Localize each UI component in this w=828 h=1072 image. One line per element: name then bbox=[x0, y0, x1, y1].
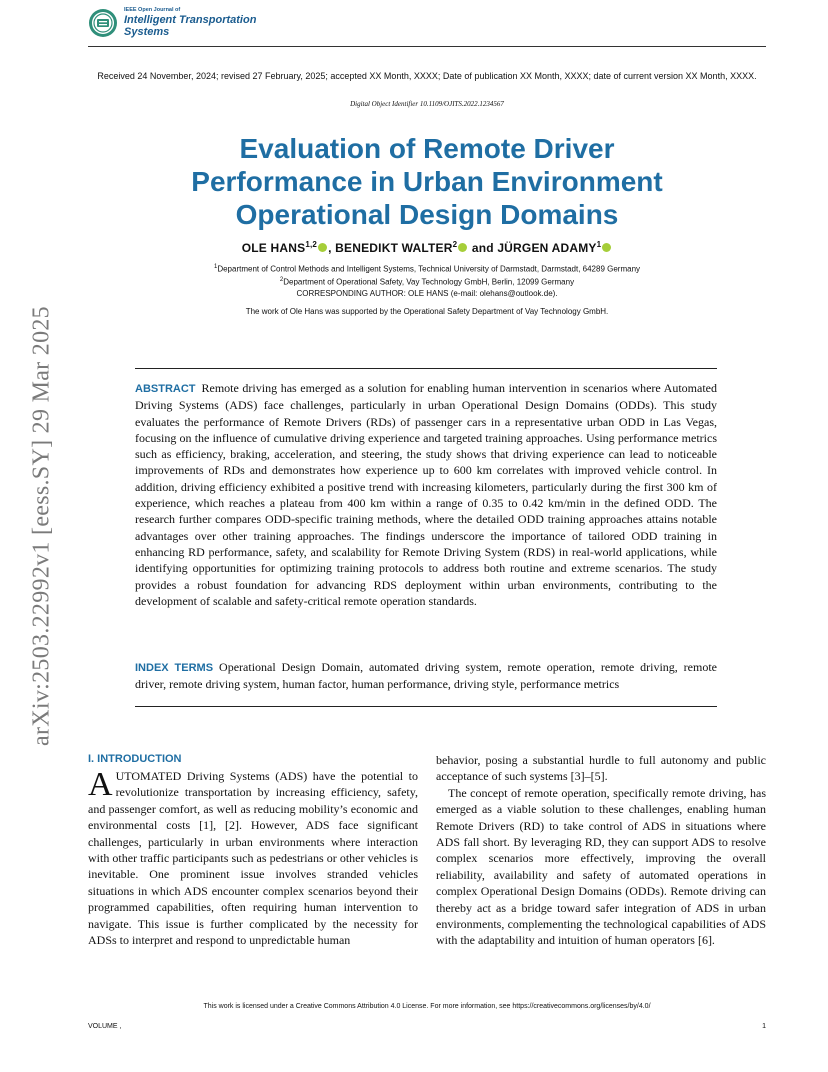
author-name-2: BENEDIKT WALTER bbox=[335, 241, 453, 255]
journal-publisher-line: IEEE Open Journal of bbox=[124, 7, 181, 14]
body-column-left bbox=[88, 752, 418, 948]
author-separator: , bbox=[328, 241, 332, 255]
orcid-icon[interactable] bbox=[318, 243, 327, 252]
license-note: This work is licensed under a Creative Commons Attribution 4.0 License. For more information, see https://creativecommons.org/licenses/by/4.0/ bbox=[203, 1003, 651, 1010]
index-terms bbox=[135, 659, 717, 693]
page-number: 1 bbox=[762, 1023, 766, 1030]
author-list bbox=[88, 240, 766, 255]
volume-label: VOLUME , bbox=[88, 1023, 122, 1030]
author-conjunction: and bbox=[471, 241, 494, 255]
journal-seal-icon bbox=[88, 8, 118, 38]
title-line1: Evaluation of Remote Driver bbox=[239, 133, 615, 164]
affiliation-2 bbox=[88, 275, 766, 288]
affiliation-text-2: Department of Operational Safety, Vay Technology GmbH, Berlin, 12099 Germany bbox=[283, 277, 575, 287]
arxiv-stamp: arXiv:2503.22992v1 [eess.SY] 29 Mar 2025 bbox=[28, 306, 55, 746]
abstract-top-rule bbox=[135, 368, 717, 369]
journal-logo bbox=[88, 8, 256, 38]
abstract-label: ABSTRACT bbox=[135, 383, 196, 395]
affiliation-text-1: Department of Control Methods and Intelligent Systems, Technical University of Darmstadt, Darmstadt, 64289 Germany bbox=[217, 264, 641, 274]
index-terms-text: Operational Design Domain, automated driving system, remote operation, remote driving, remote driver, remote driving system, human factor, human performance, driving style, performance metrics bbox=[135, 660, 717, 692]
intro-paragraph-1-part-1 bbox=[88, 768, 418, 948]
section-heading: I. INTRODUCTION bbox=[88, 753, 182, 765]
abstract-bottom-rule bbox=[135, 706, 717, 707]
drop-cap: A bbox=[88, 766, 113, 803]
body-column-right bbox=[436, 752, 766, 949]
orcid-icon[interactable] bbox=[458, 243, 467, 252]
paper-title bbox=[88, 132, 766, 231]
doi-line: Digital Object Identifier 10.1109/OJITS.2022.1234567 bbox=[350, 100, 504, 108]
index-terms-label: INDEX TERMS bbox=[135, 662, 214, 674]
affiliations bbox=[88, 262, 766, 287]
author-sup-2: 2 bbox=[452, 240, 458, 249]
orcid-icon[interactable] bbox=[602, 243, 611, 252]
journal-name-line1: Intelligent Transportation bbox=[124, 13, 257, 26]
received-dates: Received 24 November, 2024; revised 27 February, 2025; accepted XX Month, XXXX; Date of publication XX Month, XXXX; date of current version XX Month, XXXX. bbox=[97, 71, 757, 81]
header-rule bbox=[88, 46, 766, 47]
title-line3: Operational Design Domains bbox=[235, 199, 619, 230]
title-line2: Performance in Urban Environment bbox=[191, 166, 663, 197]
abstract bbox=[135, 380, 717, 609]
abstract-text: Remote driving has emerged as a solution for enabling human intervention in scenarios where Automated Driving Systems (ADS) face challenges, particularly in urban Operational Design Domains (ODDs). This study evaluates the performance of Remote Drivers (RDs) of passenger cars in a representative urban ODD in Las Vegas, focusing on the influence of cumulative driving experience and targeted training approaches. Using performance metrics such as efficiency, braking, acceleration, and steering, the study shows that driving experience can lead to noticeable improvements of RDs and demonstrates how experience up to 600 km correlates with improved vehicle control. In addition, driving efficiency exhibited a positive trend with increasing kilometers, particularly during the first 300 km of experience, which reaches a plateau from 400 km within a range of 0.35 to 0.42 km/min in the defined ODD. The research further compares ODD-specific training methods, where the detailed ODD training approaches attains notable advantages over other training approaches. The findings underscore the importance of tailored ODD training in enhancing RD performance, safety, and scalability for Remote Driving System (RDS) in real-world applications, while identifying opportunities for optimizing training protocols to address both routine and extreme scenarios. The study provides a robust foundation for advancing RDS deployment within urban environments, contributing to the development of scalable and safety-critical remote operation standards. bbox=[135, 381, 717, 608]
journal-name-line2: Systems bbox=[124, 25, 170, 38]
author-sup-3: 1 bbox=[596, 240, 602, 249]
author-sup-1: 1,2 bbox=[305, 240, 318, 249]
intro-paragraph-1-text-a: UTOMATED Driving Systems (ADS) have the potential to revolutionize transportation by increasing efficiency, safety, and passenger comfort, as well as reducing mobility’s economic and environmental costs [1], [2]. However, ADS face significant challenges, particularly in urban environments where interaction with other traffic participants such as pedestrians or other vehicles is inevitable. One prominent issue involves stranded vehicles situations in which ADS encounter complex scenarios beyond their programmed capabilities, often requiring human intervention to navigate. This issue is further complicated by the necessity for ADSs to interpret and respond to unpredictable human bbox=[88, 769, 418, 948]
funding-note: The work of Ole Hans was supported by the Operational Safety Department of Vay Technology GmbH. bbox=[245, 307, 609, 316]
intro-paragraph-1-part-2 bbox=[436, 752, 766, 785]
affiliation-sup-2: 2 bbox=[279, 276, 284, 283]
corresponding-author: CORRESPONDING AUTHOR: OLE HANS (e-mail: olehans@outlook.de). bbox=[296, 289, 558, 298]
author-name-3: JÜRGEN ADAMY bbox=[497, 241, 597, 255]
affiliation-sup-1: 1 bbox=[213, 264, 218, 270]
intro-paragraph-1-text-b: behavior, posing a substantial hurdle to full autonomy and public acceptance of such systems [3]–[5]. bbox=[436, 753, 766, 784]
author-name-1: OLE HANS bbox=[241, 241, 306, 255]
affiliation-1 bbox=[88, 262, 766, 275]
intro-paragraph-2: The concept of remote operation, specifically remote driving, has emerged as a viable solution to these challenges, enabling human Remote Drivers (RD) to take control of ADS in situations where ADS fall short. By leveraging RD, they can support ADS to resolve complex scenarios more effectively, improving the overall reliability, availability and safety of automated operations in complex Operational Design Domains (ODDs). Remote driving can thereby act as a bridge toward safer integration of ADS in urban environments, complementing the technological capabilities of ADS with the adaptability and intuition of human operators [6]. bbox=[436, 785, 766, 948]
